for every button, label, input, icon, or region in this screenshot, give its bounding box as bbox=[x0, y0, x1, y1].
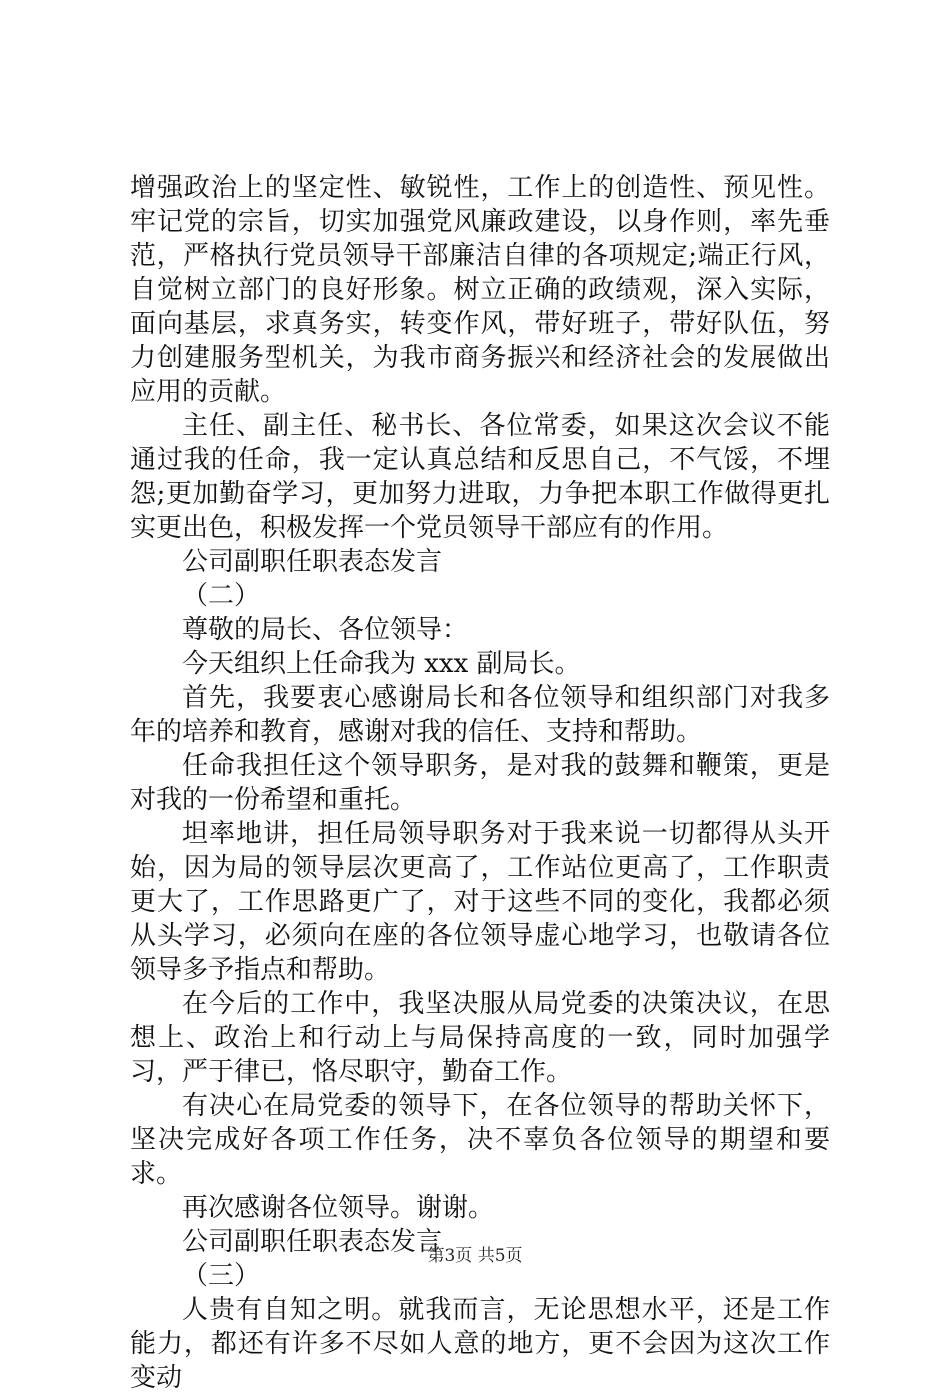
paragraph-7: 在今后的工作中，我坚决服从局党委的决策决议，在思想上、政治上和行动上与局保持高度的一致，同时加强学习，严于律已，恪尽职守，勤奋工作。 bbox=[130, 989, 830, 1087]
paragraph-3: 今天组织上任命我为 xxx 副局长。 bbox=[182, 649, 581, 679]
paragraph-6: 坦率地讲，担任局领导职务对于我来说一切都得从头开始，因为局的领导层次更高了，工作站位更高了，工作职责更大了，工作思路更广了，对于这些不同的变化，我都必须从头学习，必须向在座的各位领导虚心地学习，也敬请各位领导多予指点和帮助。 bbox=[130, 819, 830, 985]
paragraph-4: 首先，我要衷心感谢局长和各位领导和组织部门对我多年的培养和教育，感谢对我的信任、支持和帮助。 bbox=[130, 683, 830, 747]
section-heading-1: 公司副职任职表态发言 bbox=[182, 547, 443, 577]
section-number-3: （三） bbox=[182, 1261, 261, 1291]
salutation: 尊敬的局长、各位领导： bbox=[182, 615, 469, 645]
page-footer: 第3页 共5页 bbox=[427, 1246, 523, 1266]
document-body bbox=[130, 171, 830, 1395]
paragraph-9: 再次感谢各位领导。谢谢。 bbox=[182, 1193, 495, 1223]
paragraph-1: 增强政治上的坚定性、敏锐性，工作上的创造性、预见性。牢记党的宗旨，切实加强党风廉政建设，以身作则，率先垂范，严格执行党员领导干部廉洁自律的各项规定;端正行风，自觉树立部门的良好形象。树立正确的政绩观，深入实际，面向基层，求真务实，转变作风，带好班子，带好队伍，努力创建服务型机关，为我市商务振兴和经济社会的发展做出应用的贡献。 bbox=[130, 173, 830, 407]
paragraph-5: 任命我担任这个领导职务，是对我的鼓舞和鞭策，更是对我的一份希望和重托。 bbox=[130, 751, 830, 815]
paragraph-8: 有决心在局党委的领导下，在各位领导的帮助关怀下，坚决完成好各项工作任务，决不辜负各位领导的期望和要求。 bbox=[130, 1091, 830, 1189]
section-number-2: （二） bbox=[182, 581, 261, 611]
paragraph-10: 人贵有自知之明。就我而言，无论思想水平，还是工作能力，都还有许多不尽如人意的地方，更不会因为这次工作变动 bbox=[130, 1295, 830, 1393]
paragraph-2: 主任、副主任、秘书长、各位常委，如果这次会议不能通过我的任命，我一定认真总结和反思自己，不气馁，不埋怨;更加勤奋学习，更加努力进取，力争把本职工作做得更扎实更出色，积极发挥一个党员领导干部应有的作用。 bbox=[130, 411, 830, 543]
section-heading-2: 公司副职任职表态发言 bbox=[182, 1227, 443, 1257]
